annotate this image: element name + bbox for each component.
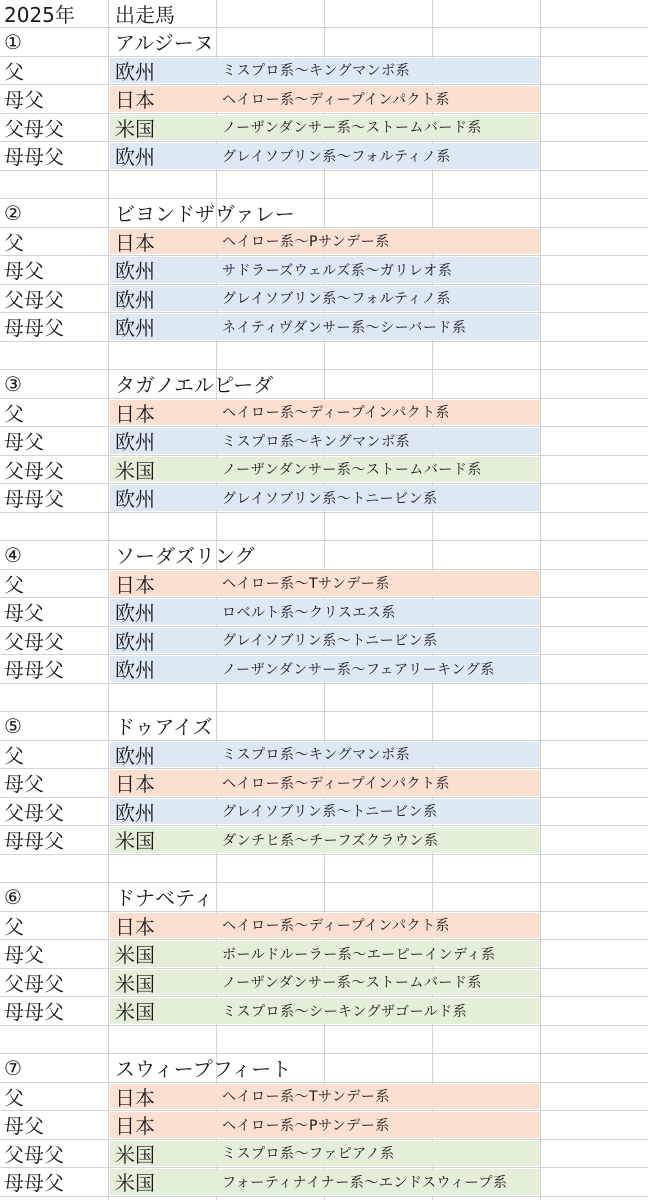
pedigree-row xyxy=(0,1111,648,1140)
role-cell[interactable]: 母母父 xyxy=(4,487,64,512)
spacer-row xyxy=(0,1026,648,1055)
sire-line-cell[interactable]: ボールドルーラー系～エーピーインディ系 xyxy=(222,946,496,963)
sire-line-cell[interactable]: ミスプロ系～キングマンボ系 xyxy=(222,433,411,450)
horse-number-cell[interactable]: ① xyxy=(4,29,22,54)
sire-line-cell[interactable]: ネイティヴダンサー系～シーバード系 xyxy=(222,319,467,336)
horse-name-row xyxy=(0,199,648,228)
role-cell[interactable]: 母母父 xyxy=(4,316,64,341)
role-cell[interactable]: 父母父 xyxy=(4,800,64,825)
sire-line-cell[interactable]: ノーザンダンサー系～ストームバード系 xyxy=(222,462,482,479)
region-cell[interactable]: 米国 xyxy=(115,1171,155,1196)
horse-number-cell[interactable]: ② xyxy=(4,200,22,225)
region-cell[interactable]: 日本 xyxy=(115,1085,155,1110)
region-cell[interactable]: 欧州 xyxy=(115,629,155,654)
pedigree-row xyxy=(0,798,648,827)
pedigree-row xyxy=(0,598,648,627)
sire-line-cell[interactable]: ロベルト系～クリスエス系 xyxy=(222,604,396,621)
pedigree-row xyxy=(0,57,648,86)
sire-line-cell[interactable]: ミスプロ系～キングマンボ系 xyxy=(222,63,411,80)
horse-name-cell[interactable]: スウィープフィート xyxy=(115,1057,292,1082)
horse-name-row xyxy=(0,370,648,399)
horse-number-cell[interactable]: ⑦ xyxy=(4,1055,22,1080)
horse-name-cell[interactable]: ドゥアイズ xyxy=(115,715,213,740)
pedigree-row xyxy=(0,456,648,485)
sire-line-cell[interactable]: サドラーズウェルズ系～ガリレオ系 xyxy=(222,262,453,279)
horse-name-row xyxy=(0,883,648,912)
role-cell[interactable]: 母父 xyxy=(4,1114,44,1139)
region-cell[interactable]: 欧州 xyxy=(115,287,155,312)
horse-number-cell[interactable]: ③ xyxy=(4,371,22,396)
spacer-row xyxy=(0,171,648,200)
pedigree-row xyxy=(0,912,648,941)
role-cell[interactable]: 母父 xyxy=(4,772,44,797)
pedigree-row xyxy=(0,399,648,428)
region-cell[interactable]: 日本 xyxy=(115,1114,155,1139)
horse-number-cell[interactable]: ⑤ xyxy=(4,713,22,738)
region-cell[interactable]: 日本 xyxy=(115,230,155,255)
region-cell[interactable]: 欧州 xyxy=(115,658,155,683)
region-cell[interactable]: 欧州 xyxy=(115,145,155,170)
sire-line-cell[interactable]: グレイソブリン系～トニービン系 xyxy=(222,633,438,650)
region-cell[interactable]: 米国 xyxy=(115,943,155,968)
region-cell[interactable]: 米国 xyxy=(115,458,155,483)
spacer-row xyxy=(0,342,648,371)
sire-line-cell[interactable]: ミスプロ系～ファピアノ系 xyxy=(222,1146,395,1163)
header-label-cell[interactable]: 出走馬 xyxy=(115,3,175,27)
pedigree-row xyxy=(0,1083,648,1112)
horse-name-row xyxy=(0,541,648,570)
sire-line-cell[interactable]: グレイソブリン系～フォルティノ系 xyxy=(222,148,451,165)
role-cell[interactable]: 父 xyxy=(4,401,24,426)
pedigree-row xyxy=(0,769,648,798)
role-cell[interactable]: 母父 xyxy=(4,430,44,455)
pedigree-row xyxy=(0,826,648,855)
spacer-row xyxy=(0,855,648,884)
region-cell[interactable]: 日本 xyxy=(115,914,155,939)
sire-line-cell[interactable]: ヘイロー系～Pサンデー系 xyxy=(222,234,390,251)
horse-name-cell[interactable]: ソーダズリング xyxy=(115,544,255,569)
horse-number-cell[interactable]: ⑥ xyxy=(4,884,22,909)
sire-line-cell[interactable]: ヘイロー系～Pサンデー系 xyxy=(222,1117,390,1134)
horse-name-cell[interactable]: ドナベティ xyxy=(115,886,214,911)
role-cell[interactable]: 父母父 xyxy=(4,116,64,141)
role-cell[interactable]: 父 xyxy=(4,914,24,939)
horse-number-cell[interactable]: ④ xyxy=(4,542,22,567)
role-cell[interactable]: 母父 xyxy=(4,943,44,968)
region-cell[interactable]: 日本 xyxy=(115,88,155,113)
horse-name-cell[interactable]: アルジーヌ xyxy=(115,31,214,56)
pedigree-row xyxy=(0,1168,648,1197)
sire-line-cell[interactable]: ヘイロー系～ディープインパクト系 xyxy=(222,91,450,108)
role-cell[interactable]: 母父 xyxy=(4,601,44,626)
role-cell[interactable]: 母母父 xyxy=(4,1000,64,1025)
role-cell[interactable]: 母母父 xyxy=(4,1171,64,1196)
pedigree-row xyxy=(0,142,648,171)
role-cell[interactable]: 父 xyxy=(4,572,24,597)
horse-name-row xyxy=(0,28,648,57)
region-cell[interactable]: 欧州 xyxy=(115,800,155,825)
pedigree-row xyxy=(0,285,648,314)
pedigree-row xyxy=(0,570,648,599)
pedigree-row xyxy=(0,741,648,770)
pedigree-row xyxy=(0,627,648,656)
sire-line-cell[interactable]: ノーザンダンサー系～フェアリーキング系 xyxy=(222,661,495,678)
role-cell[interactable]: 父 xyxy=(4,59,24,84)
region-cell[interactable]: 日本 xyxy=(115,401,155,426)
pedigree-row xyxy=(0,85,648,114)
role-cell[interactable]: 母母父 xyxy=(4,829,64,854)
horse-name-cell[interactable]: ビヨンドザヴァレー xyxy=(115,202,295,227)
sire-line-cell[interactable]: ヘイロー系～ディープインパクト系 xyxy=(222,775,450,792)
pedigree-row xyxy=(0,427,648,456)
role-cell[interactable]: 父 xyxy=(4,743,24,768)
region-cell[interactable]: 欧州 xyxy=(115,487,155,512)
region-cell[interactable]: 米国 xyxy=(115,1000,155,1025)
role-cell[interactable]: 父母父 xyxy=(4,971,64,996)
role-cell[interactable]: 母父 xyxy=(4,88,44,113)
sire-line-cell[interactable]: ヘイロー系～Tサンデー系 xyxy=(222,1089,390,1106)
role-cell[interactable]: 母母父 xyxy=(4,145,64,170)
region-cell[interactable]: 欧州 xyxy=(115,316,155,341)
region-cell[interactable]: 欧州 xyxy=(115,259,155,284)
spacer-row xyxy=(0,513,648,542)
horse-name-row xyxy=(0,712,648,741)
pedigree-row xyxy=(0,256,648,285)
region-cell[interactable]: 欧州 xyxy=(115,743,155,768)
region-cell[interactable]: 米国 xyxy=(115,116,155,141)
role-cell[interactable]: 母父 xyxy=(4,259,44,284)
region-cell[interactable]: 日本 xyxy=(115,772,155,797)
role-cell[interactable]: 父 xyxy=(4,230,24,255)
sire-line-cell[interactable]: ノーザンダンサー系～ストームバード系 xyxy=(222,975,482,992)
sire-line-cell[interactable]: ダンチヒ系～チーフズクラウン系 xyxy=(222,832,439,849)
region-cell[interactable]: 欧州 xyxy=(115,430,155,455)
sire-line-cell[interactable]: ノーザンダンサー系～ストームバード系 xyxy=(222,120,482,137)
pedigree-row xyxy=(0,1140,648,1169)
region-cell[interactable]: 米国 xyxy=(115,1142,155,1167)
year-cell[interactable]: 2025年 xyxy=(4,3,75,27)
region-cell[interactable]: 日本 xyxy=(115,572,155,597)
role-cell[interactable]: 父母父 xyxy=(4,287,64,312)
pedigree-row xyxy=(0,969,648,998)
role-cell[interactable]: 父母父 xyxy=(4,458,64,483)
region-cell[interactable]: 欧州 xyxy=(115,59,155,84)
role-cell[interactable]: 父母父 xyxy=(4,1142,64,1167)
sire-line-cell[interactable]: グレイソブリン系～トニービン系 xyxy=(222,804,438,821)
sire-line-cell[interactable]: フォーティナイナー系～エンドスウィープ系 xyxy=(222,1174,508,1191)
pedigree-row xyxy=(0,655,648,684)
sire-line-cell[interactable]: グレイソブリン系～フォルティノ系 xyxy=(222,291,451,308)
sire-line-cell[interactable]: グレイソブリン系～トニービン系 xyxy=(222,490,438,507)
sire-line-cell[interactable]: ミスプロ系～キングマンボ系 xyxy=(222,747,411,764)
role-cell[interactable]: 母母父 xyxy=(4,658,64,683)
pedigree-row xyxy=(0,997,648,1026)
pedigree-row xyxy=(0,940,648,969)
role-cell[interactable]: 父 xyxy=(4,1085,24,1110)
pedigree-row xyxy=(0,114,648,143)
horse-name-row xyxy=(0,1054,648,1083)
region-cell[interactable]: 米国 xyxy=(115,829,155,854)
region-cell[interactable]: 米国 xyxy=(115,971,155,996)
horse-name-cell[interactable]: タガノエルピーダ xyxy=(115,373,274,398)
sire-line-cell[interactable]: ミスプロ系～シーキングザゴールド系 xyxy=(222,1003,468,1020)
pedigree-row xyxy=(0,228,648,257)
header-row xyxy=(0,0,648,28)
sire-line-cell[interactable]: ヘイロー系～Tサンデー系 xyxy=(222,576,390,593)
sire-line-cell[interactable]: ヘイロー系～ディープインパクト系 xyxy=(222,405,450,422)
spacer-row xyxy=(0,684,648,713)
pedigree-row xyxy=(0,313,648,342)
role-cell[interactable]: 父母父 xyxy=(4,629,64,654)
region-cell[interactable]: 欧州 xyxy=(115,601,155,626)
pedigree-row xyxy=(0,484,648,513)
sire-line-cell[interactable]: ヘイロー系～ディープインパクト系 xyxy=(222,918,450,935)
